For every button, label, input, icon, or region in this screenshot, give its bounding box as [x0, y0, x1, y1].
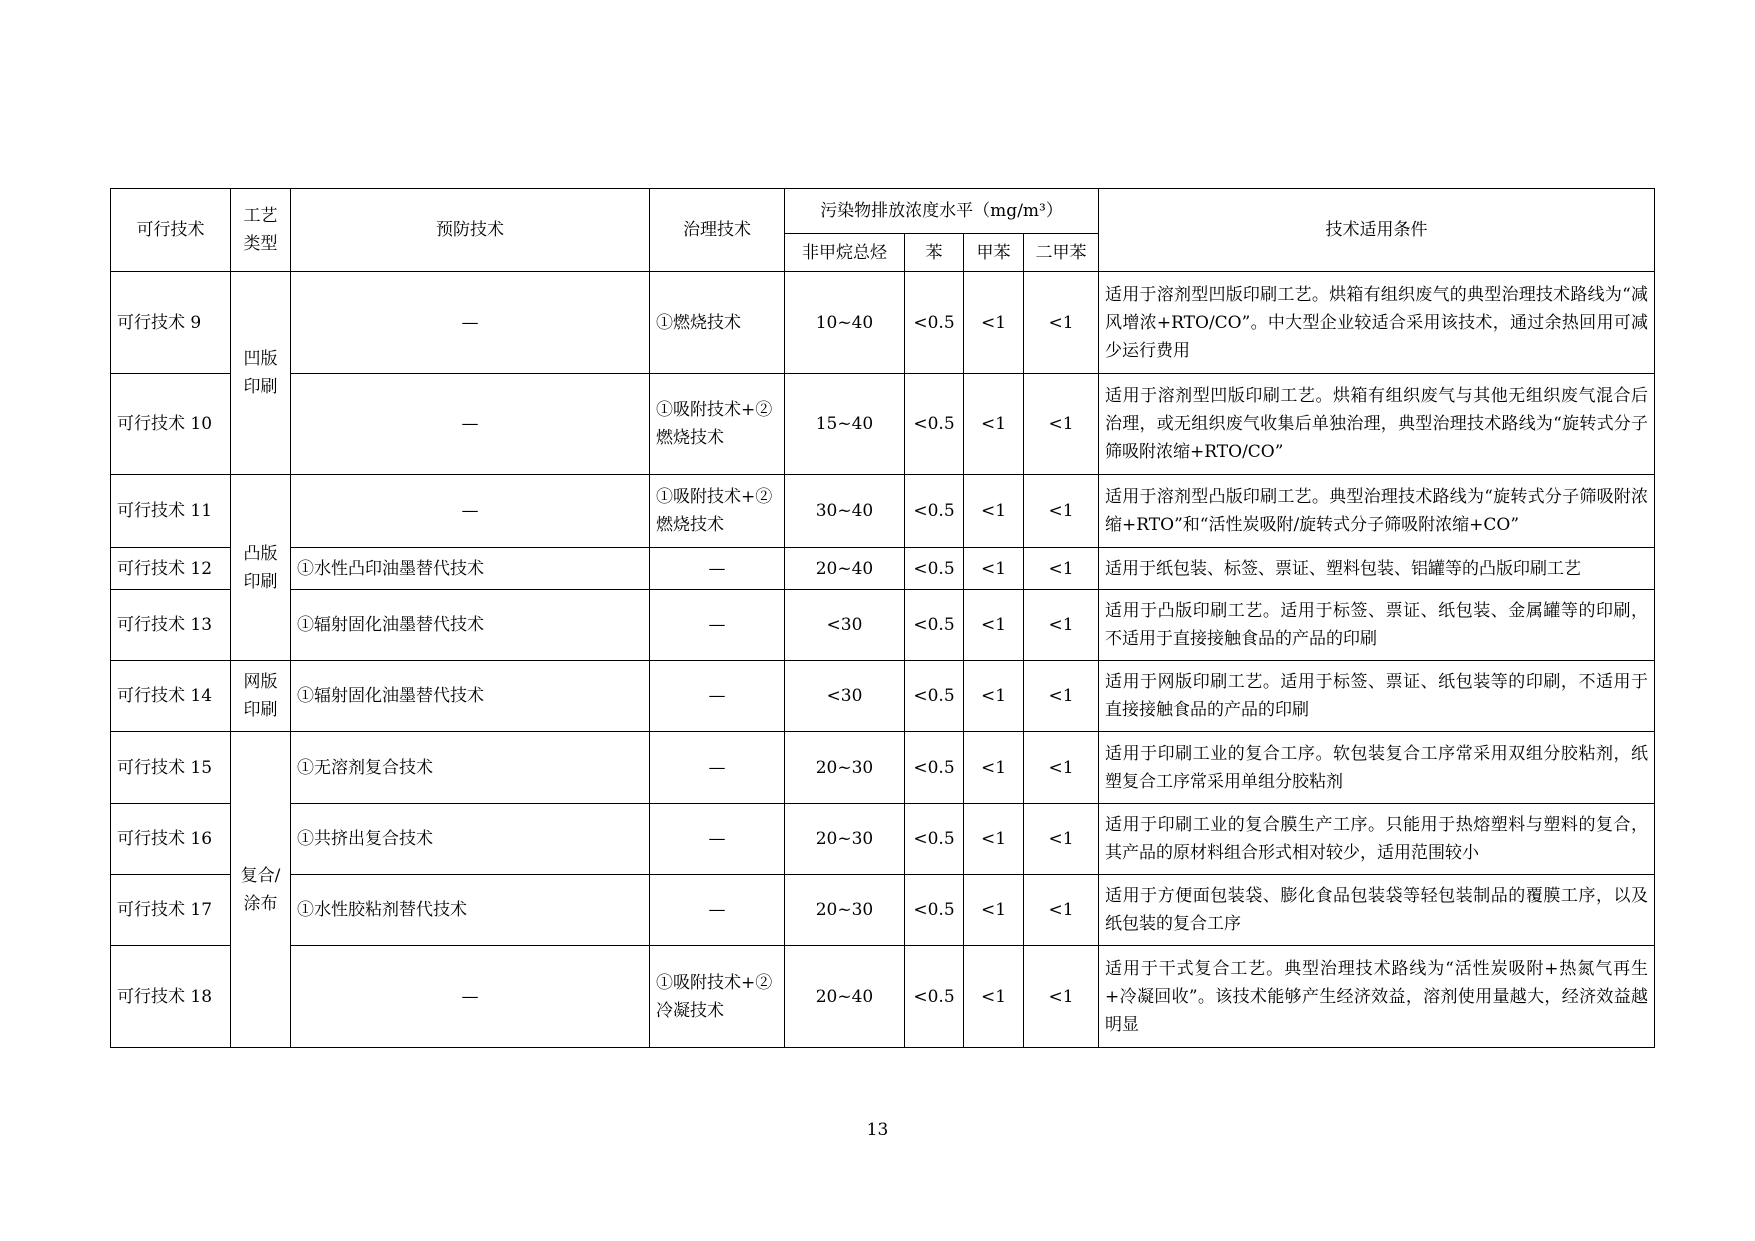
header-emission-level: 污染物排放浓度水平（mg/m³）	[785, 189, 1099, 234]
row-name: 可行技术 11	[111, 475, 231, 548]
row-treatment: ①燃烧技术	[650, 272, 785, 374]
row-condition: 适用于溶剂型凹版印刷工艺。烘箱有组织废气的典型治理技术路线为“减风增浓+RTO/CO”。中大型企业较适合采用该技术，通过余热回用可减少运行费用	[1099, 272, 1655, 374]
row-xylene: <1	[1024, 475, 1099, 548]
row-toluene: <1	[964, 374, 1024, 475]
row-nmhc: 20~30	[785, 804, 905, 875]
row-xylene: <1	[1024, 946, 1099, 1048]
row-prevention: ①辐射固化油墨替代技术	[291, 661, 650, 732]
table-row	[111, 804, 1655, 875]
row-condition: 适用于纸包装、标签、票证、塑料包装、铝罐等的凸版印刷工艺	[1099, 548, 1655, 590]
table-row	[111, 272, 1655, 374]
row-nmhc: 20~40	[785, 946, 905, 1048]
row-xylene: <1	[1024, 732, 1099, 804]
row-benzene: <0.5	[905, 661, 964, 732]
table-row	[111, 475, 1655, 548]
row-prevention: ①水性胶粘剂替代技术	[291, 875, 650, 946]
row-toluene: <1	[964, 732, 1024, 804]
row-treatment: —	[650, 661, 785, 732]
header-conditions: 技术适用条件	[1099, 189, 1655, 272]
process-type-laminating: 复合/涂布	[231, 732, 291, 1048]
row-prevention: —	[291, 475, 650, 548]
table-row	[111, 548, 1655, 590]
header-prevention: 预防技术	[291, 189, 650, 272]
row-nmhc: <30	[785, 661, 905, 732]
row-xylene: <1	[1024, 804, 1099, 875]
row-xylene: <1	[1024, 875, 1099, 946]
row-treatment: —	[650, 804, 785, 875]
page-number: 13	[866, 1120, 889, 1140]
row-benzene: <0.5	[905, 732, 964, 804]
row-xylene: <1	[1024, 590, 1099, 661]
row-name: 可行技术 17	[111, 875, 231, 946]
row-xylene: <1	[1024, 272, 1099, 374]
row-xylene: <1	[1024, 661, 1099, 732]
row-condition: 适用于方便面包装袋、膨化食品包装袋等轻包装制品的覆膜工序，以及纸包装的复合工序	[1099, 875, 1655, 946]
header-benzene: 苯	[905, 234, 964, 272]
row-toluene: <1	[964, 548, 1024, 590]
row-benzene: <0.5	[905, 272, 964, 374]
row-nmhc: 15~40	[785, 374, 905, 475]
row-benzene: <0.5	[905, 875, 964, 946]
row-prevention: ①无溶剂复合技术	[291, 732, 650, 804]
row-name: 可行技术 18	[111, 946, 231, 1048]
row-condition: 适用于溶剂型凹版印刷工艺。烘箱有组织废气与其他无组织废气混合后治理，或无组织废气收集后单独治理，典型治理技术路线为“旋转式分子筛吸附浓缩+RTO/CO”	[1099, 374, 1655, 475]
row-nmhc: 10~40	[785, 272, 905, 374]
header-treatment: 治理技术	[650, 189, 785, 272]
technology-table	[110, 188, 1655, 1048]
row-xylene: <1	[1024, 548, 1099, 590]
row-name: 可行技术 16	[111, 804, 231, 875]
row-treatment: ①吸附技术+②冷凝技术	[650, 946, 785, 1048]
row-benzene: <0.5	[905, 475, 964, 548]
table-row	[111, 374, 1655, 475]
table-row	[111, 875, 1655, 946]
row-nmhc: 20~30	[785, 732, 905, 804]
row-toluene: <1	[964, 590, 1024, 661]
row-name: 可行技术 15	[111, 732, 231, 804]
row-benzene: <0.5	[905, 804, 964, 875]
row-treatment: ①吸附技术+②燃烧技术	[650, 374, 785, 475]
process-type-screen: 网版印刷	[231, 661, 291, 732]
row-name: 可行技术 13	[111, 590, 231, 661]
row-toluene: <1	[964, 475, 1024, 548]
header-nmhc: 非甲烷总烃	[785, 234, 905, 272]
row-treatment: —	[650, 875, 785, 946]
row-condition: 适用于干式复合工艺。典型治理技术路线为“活性炭吸附+热氮气再生+冷凝回收”。该技术能够产生经济效益，溶剂使用量越大，经济效益越明显	[1099, 946, 1655, 1048]
header-xylene: 二甲苯	[1024, 234, 1099, 272]
process-type-letterpress: 凸版印刷	[231, 475, 291, 661]
row-treatment: —	[650, 548, 785, 590]
row-nmhc: 30~40	[785, 475, 905, 548]
row-benzene: <0.5	[905, 374, 964, 475]
row-prevention: —	[291, 272, 650, 374]
row-condition: 适用于网版印刷工艺。适用于标签、票证、纸包装等的印刷，不适用于直接接触食品的产品的印刷	[1099, 661, 1655, 732]
row-condition: 适用于印刷工业的复合工序。软包装复合工序常采用双组分胶粘剂，纸塑复合工序常采用单组分胶粘剂	[1099, 732, 1655, 804]
table-row	[111, 946, 1655, 1048]
row-nmhc: 20~30	[785, 875, 905, 946]
row-condition: 适用于溶剂型凸版印刷工艺。典型治理技术路线为“旋转式分子筛吸附浓缩+RTO”和“活性炭吸附/旋转式分子筛吸附浓缩+CO”	[1099, 475, 1655, 548]
row-treatment: —	[650, 732, 785, 804]
row-toluene: <1	[964, 272, 1024, 374]
row-condition: 适用于凸版印刷工艺。适用于标签、票证、纸包装、金属罐等的印刷，不适用于直接接触食品的产品的印刷	[1099, 590, 1655, 661]
row-prevention: ①共挤出复合技术	[291, 804, 650, 875]
row-prevention: ①水性凸印油墨替代技术	[291, 548, 650, 590]
header-process-type: 工艺类型	[231, 189, 291, 272]
row-name: 可行技术 12	[111, 548, 231, 590]
table-row	[111, 661, 1655, 732]
row-name: 可行技术 14	[111, 661, 231, 732]
row-prevention: ①辐射固化油墨替代技术	[291, 590, 650, 661]
table-row	[111, 732, 1655, 804]
row-toluene: <1	[964, 804, 1024, 875]
row-benzene: <0.5	[905, 548, 964, 590]
row-prevention: —	[291, 946, 650, 1048]
table-row	[111, 590, 1655, 661]
row-treatment: ①吸附技术+②燃烧技术	[650, 475, 785, 548]
row-nmhc: <30	[785, 590, 905, 661]
header-toluene: 甲苯	[964, 234, 1024, 272]
row-benzene: <0.5	[905, 590, 964, 661]
process-type-gravure: 凹版印刷	[231, 272, 291, 475]
row-toluene: <1	[964, 946, 1024, 1048]
row-toluene: <1	[964, 661, 1024, 732]
row-name: 可行技术 10	[111, 374, 231, 475]
row-name: 可行技术 9	[111, 272, 231, 374]
header-feasible-tech: 可行技术	[111, 189, 231, 272]
row-treatment: —	[650, 590, 785, 661]
row-xylene: <1	[1024, 374, 1099, 475]
row-toluene: <1	[964, 875, 1024, 946]
row-nmhc: 20~40	[785, 548, 905, 590]
row-prevention: —	[291, 374, 650, 475]
row-condition: 适用于印刷工业的复合膜生产工序。只能用于热熔塑料与塑料的复合，其产品的原材料组合形式相对较少，适用范围较小	[1099, 804, 1655, 875]
row-benzene: <0.5	[905, 946, 964, 1048]
